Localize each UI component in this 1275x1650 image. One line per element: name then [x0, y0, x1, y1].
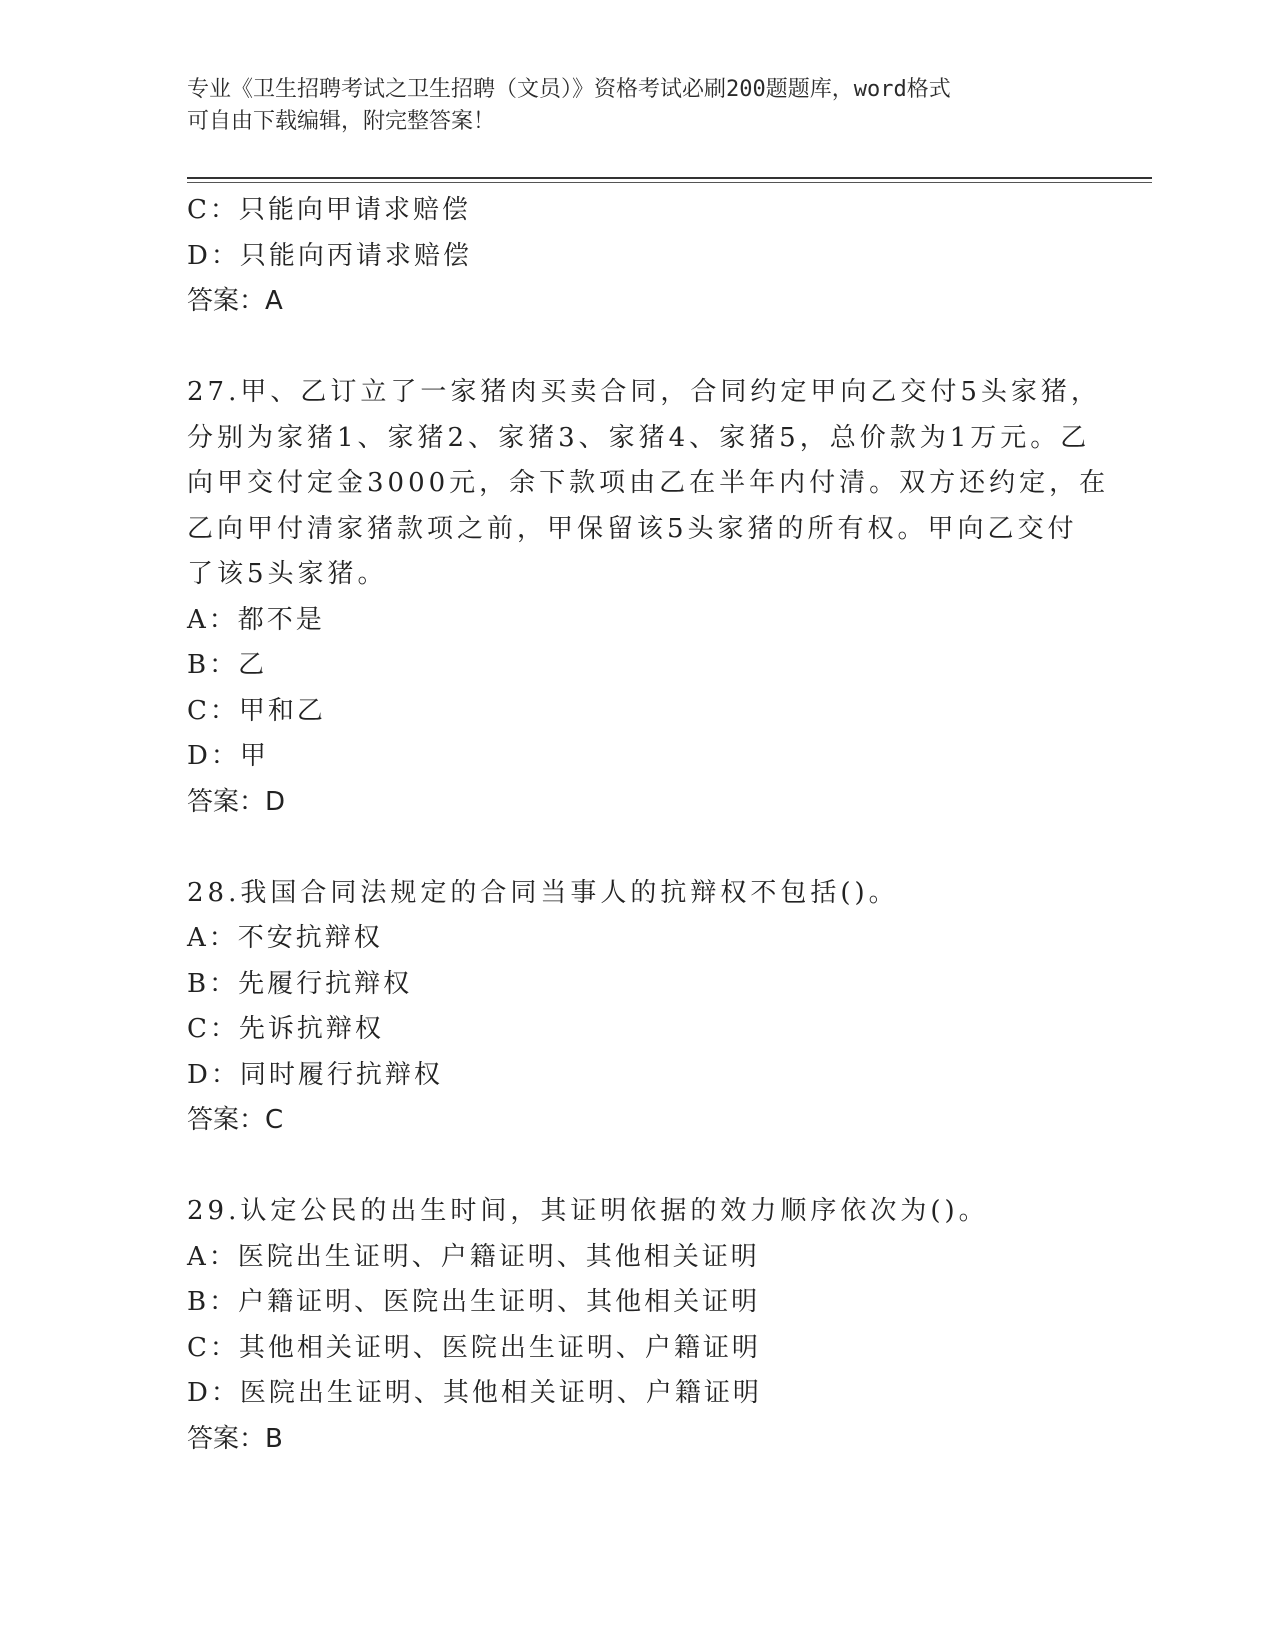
option-c [187, 188, 1087, 234]
option-text: 不安抗辩权 [237, 923, 383, 953]
option-text: 都不是 [237, 604, 325, 635]
question-stem [187, 871, 1087, 917]
option-label: C： [187, 695, 239, 726]
stem-line: 29.认定公民的出生时间，其证明依据的效力顺序依次为()。 [187, 1196, 989, 1226]
answer-line: 答案：C [187, 1105, 284, 1135]
stem-line: 向甲交付定金3000元，余下款项由乙在半年内付清。双方还约定，在 [187, 468, 1110, 498]
spacer [187, 1144, 1087, 1190]
option-label: D： [187, 240, 240, 271]
option-text: 只能向丙请求赔偿 [239, 240, 472, 271]
stem-line: 27.甲、乙订立了一家猪肉买卖合同，合同约定甲向乙交付5头家猪， [187, 377, 1101, 407]
document-header [187, 74, 1067, 138]
question-29 [187, 1189, 1087, 1462]
header-line-2: 可自由下载编辑，附完整答案！ [187, 109, 496, 134]
stem-line: 乙向甲付清家猪款项之前，甲保留该5头家猪的所有权。甲向乙交付 [187, 513, 1078, 544]
option-label: A： [187, 604, 238, 635]
answer-line: 答案：B [187, 1423, 283, 1454]
option-label: D： [187, 741, 240, 771]
header-divider-thin [187, 182, 1152, 183]
option-label: C： [187, 195, 239, 225]
option-d [187, 234, 1087, 280]
option-label: B： [187, 650, 239, 680]
answer-line: 答案：D [187, 786, 286, 817]
option-text: 同时履行抗辩权 [239, 1059, 443, 1090]
option-c [187, 1326, 1087, 1372]
option-label: A： [187, 1241, 238, 1272]
option-d [187, 1371, 1087, 1417]
option-text: 先履行抗辩权 [238, 968, 413, 999]
option-text: 医院出生证明、户籍证明、其他相关证明 [237, 1241, 760, 1272]
question-content [187, 188, 1110, 1462]
option-label: D： [187, 1059, 240, 1090]
option-text: 医院出生证明、其他相关证明、户籍证明 [239, 1378, 762, 1408]
option-a [187, 916, 1087, 962]
option-text: 只能向甲请求赔偿 [238, 195, 471, 225]
header-divider-thick [187, 177, 1152, 179]
option-a [187, 1235, 1087, 1281]
question-stem [187, 1189, 1087, 1235]
option-label: C： [187, 1332, 239, 1363]
stem-line: 了该5头家猪。 [187, 559, 388, 589]
option-b [187, 1280, 1087, 1326]
option-b [187, 962, 1087, 1008]
question-28 [187, 871, 1087, 1144]
spacer [187, 825, 1087, 871]
option-d [187, 734, 1087, 780]
option-text: 乙 [238, 650, 268, 680]
option-text: 户籍证明、医院出生证明、其他相关证明 [238, 1287, 761, 1317]
option-c [187, 1007, 1087, 1053]
header-line-1: 专业《卫生招聘考试之卫生招聘（文员）》资格考试必刷200题题库，word格式 [187, 77, 951, 102]
option-label: D： [187, 1378, 240, 1408]
option-c [187, 689, 1087, 735]
answer-line: 答案：A [187, 286, 283, 316]
question-stem [187, 370, 1110, 598]
option-label: C： [187, 1014, 239, 1044]
option-text: 甲和乙 [238, 695, 326, 726]
stem-line: 28.我国合同法规定的合同当事人的抗辩权不包括()。 [187, 877, 899, 908]
option-label: B： [187, 968, 239, 999]
option-text: 其他相关证明、医院出生证明、户籍证明 [238, 1332, 761, 1363]
option-label: A： [187, 923, 238, 953]
stem-line: 分别为家猪1、家猪2、家猪3、家猪4、家猪5，总价款为1万元。乙 [187, 422, 1091, 453]
option-d [187, 1053, 1087, 1099]
spacer [187, 325, 1087, 371]
question-27 [187, 370, 1110, 825]
option-label: B： [187, 1287, 239, 1317]
option-a [187, 598, 1087, 644]
prev-question-block [187, 188, 1087, 325]
option-b [187, 643, 1087, 689]
option-text: 先诉抗辩权 [238, 1014, 384, 1044]
option-text: 甲 [239, 741, 269, 771]
